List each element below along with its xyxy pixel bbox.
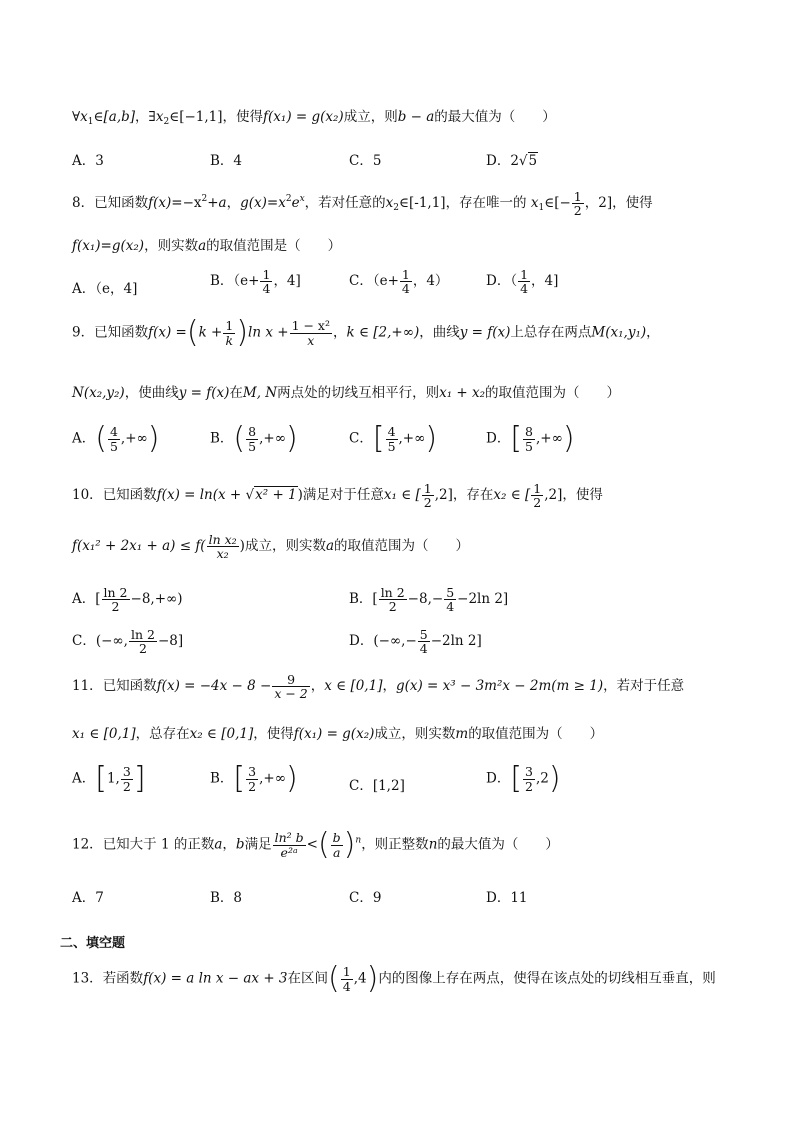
q9-stem-line2: N(x₂,y₂)，使曲线y = f(x)在M, N两点处的切线互相平行，则x₁ + x₂的取值范围为（ ）	[72, 385, 621, 401]
q11-stem-line1: 11．已知函数f(x) = −4x − 8 − $\frac{9}{x - 2}$ ，x ∈ [0,1]，g(x) = x³ − 3m²x − 2m(m ≥ 1)，若对于任意	[72, 672, 685, 702]
q7-option-b: B．4	[210, 153, 243, 169]
q8-option-c: C．（e+ $\frac{1}{4}$ ，4）	[349, 267, 449, 297]
q7-option-a: A．3	[72, 153, 104, 169]
q12-option-d: D．11	[486, 890, 528, 906]
q11-option-c: C．[1,2]	[349, 778, 405, 794]
q7-option-d: D．2√5	[486, 153, 538, 169]
q12-option-a: A．7	[72, 890, 104, 906]
q9-option-d: D．[ $\frac{8}{5}$ ,+∞)	[486, 421, 575, 456]
q8-stem-line1: 8．已知函数$f(x)=-x^2+a$，$g(x)=x^2e^x$，若对任意的$x_2\in[-1,1]$，存在唯一的 $x_1\in[-$ $\frac{1}{2}$ ，2]，使得	[72, 189, 653, 219]
q9-option-a: A．( $\frac{4}{5}$ ,+∞)	[72, 421, 160, 456]
q10-option-b: B．[ $\frac{\ln 2}{2}$ −8,− $\frac{5}{4}$ −2ln 2]	[349, 585, 509, 615]
q10-option-d: D．(−∞,− $\frac{5}{4}$ −2ln 2]	[349, 627, 482, 657]
q10-stem-line2: f(x₁² + 2x₁ + a) ≤ f( $\frac{\text{ln x₂}}{\text{x₂}}$ )成立，则实数a的取值范围为（ ）	[72, 532, 470, 562]
q11-stem-line2: x₁ ∈ [0,1]，总存在x₂ ∈ [0,1]，使得f(x₁) = g(x₂)成立，则实数m的取值范围为（ ）	[72, 726, 604, 742]
q8-option-b: B．（e+ $\frac{1}{4}$ ，4]	[210, 267, 301, 297]
q11-option-a: A．[1, $\frac{3}{2}$ ]	[72, 761, 146, 796]
section-fill-in-heading: 二、填空题	[60, 936, 126, 951]
q9-option-b: B．( $\frac{8}{5}$ ,+∞)	[210, 421, 298, 456]
q11-option-b: B．[ $\frac{3}{2}$ ,+∞)	[210, 761, 298, 796]
q8-option-a: A．（e，4]	[72, 281, 138, 297]
q10-option-c: C．(−∞, $\frac{\ln 2}{2}$ −8]	[72, 627, 184, 657]
q11-option-d: D．[ $\frac{3}{2}$ ,2)	[486, 761, 561, 796]
q12-stem: 12．已知大于 1 的正数a，b满足 $\frac{\text{ln² b}}{\text{e²ᵃ}}$ <( $\frac{b}{a}$ )$^n$，则正整数n的最大值为（ ）	[72, 827, 559, 862]
q10-option-a: A．[ $\frac{\ln 2}{2}$ −8,+∞)	[72, 585, 183, 615]
q9-stem-line1: 9．已知函数f(x) =(k + $\frac{1}{k}$ )ln x + $\frac{\text{1 − x²}}{x}$ ，k ∈ [2,+∞)，曲线y = f(x)上总存在两点M(x₁,y₁)，	[72, 315, 660, 350]
q13-stem: 13．若函数f(x) = a ln x − ax + 3在区间( $\frac{1}{4}$ ,4)内的图像上存在两点，使得在该点处的切线相互垂直，则	[72, 961, 716, 996]
q10-stem-line1: 10．已知函数f(x) = ln(x + √x² + 1)满足对于任意x₁ ∈ [ $\frac{1}{2}$ ,2]，存在x₂ ∈ [ $\frac{1}{2}$ ,2]，使得	[72, 481, 603, 511]
q8-option-d: D．（ $\frac{1}{4}$ ，4]	[486, 267, 559, 297]
q8-stem-line2: f(x₁)=g(x₂)，则实数a的取值范围是（ ）	[72, 238, 342, 254]
q12-option-c: C．9	[349, 890, 382, 906]
q9-option-c: C．[ $\frac{4}{5}$ ,+∞)	[349, 421, 438, 456]
q7-condition-line: $\forall x_1\in[a,b]$，$\exists x_2\in[-1,1]$，使得f(x₁) = g(x₂)成立，则b − a的最大值为（ ）	[72, 109, 556, 127]
q7-option-c: C．5	[349, 153, 382, 169]
q12-option-b: B．8	[210, 890, 243, 906]
